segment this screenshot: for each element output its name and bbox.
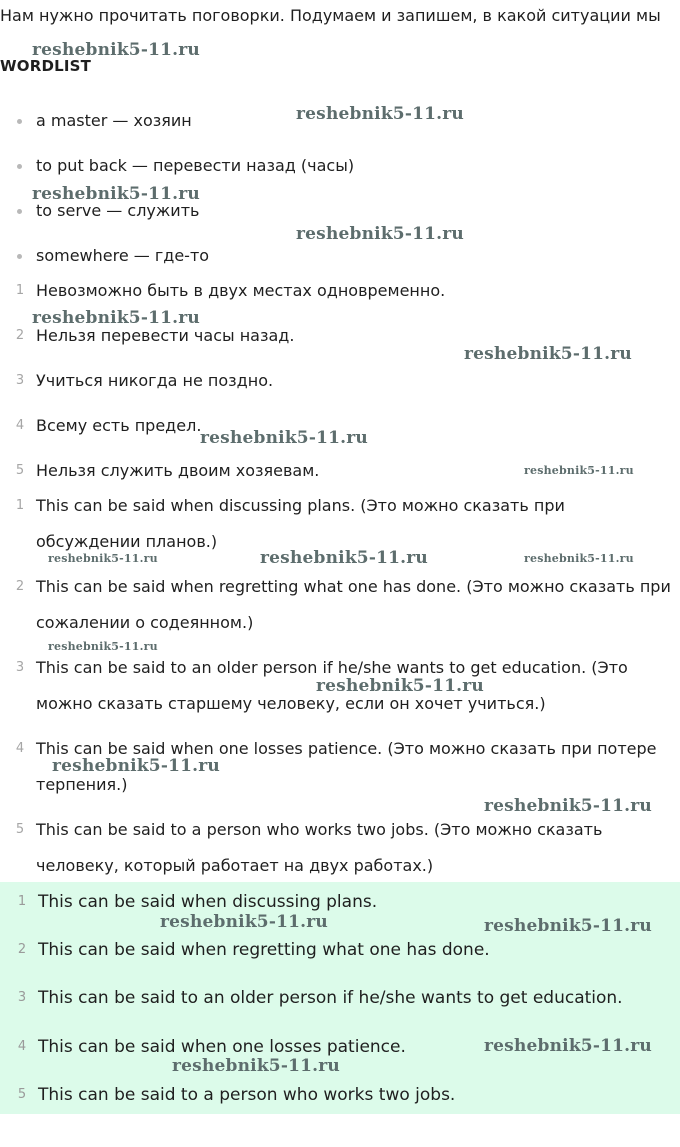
explanation-line: This can be said to a person who works two jobs. (Это можно сказать — [36, 820, 603, 839]
watermark: reshebnik5-11.ru — [524, 464, 634, 477]
explanation-line: можно сказать старшему человеку, если он хочет учиться.) — [36, 694, 546, 713]
watermark: reshebnik5-11.ru — [160, 912, 328, 932]
item-number: 4 — [17, 1039, 27, 1054]
item-number: 4 — [15, 418, 25, 433]
translation-text: Нельзя перевести часы назад. — [36, 326, 295, 345]
bullet-icon — [17, 254, 22, 259]
item-number: 1 — [15, 283, 25, 298]
item-number: 3 — [17, 990, 27, 1005]
wordlist-item-text: to put back — перевести назад (часы) — [36, 156, 355, 175]
item-number: 3 — [15, 660, 25, 675]
explanation-line: This can be said to an older person if he/she wants to get education. (Это — [36, 658, 628, 677]
watermark: reshebnik5-11.ru — [32, 184, 200, 204]
translation-text: Всему есть предел. — [36, 416, 202, 435]
explanation-line: обсуждении планов.) — [36, 532, 218, 551]
answer-text: This can be said when discussing plans. — [38, 892, 378, 912]
bullet-icon — [17, 209, 22, 214]
intro-text: Нам нужно прочитать поговорки. Подумаем и запишем, в какой ситуации мы — [0, 6, 661, 25]
item-number: 5 — [15, 463, 25, 478]
explanation-line: терпения.) — [36, 775, 128, 794]
answer-text: This can be said when regretting what one has done. — [38, 940, 490, 960]
watermark: reshebnik5-11.ru — [48, 640, 158, 653]
watermark: reshebnik5-11.ru — [32, 40, 200, 60]
item-number: 1 — [17, 894, 27, 909]
explanation-line: This can be said when regretting what one has done. (Это можно сказать при — [36, 577, 671, 596]
bullet-icon — [17, 164, 22, 169]
wordlist-item-text: a master — хозяин — [36, 111, 192, 130]
item-number: 5 — [15, 822, 25, 837]
answer-text: This can be said to an older person if he/she wants to get education. — [38, 988, 623, 1008]
item-number: 4 — [15, 741, 25, 756]
watermark: reshebnik5-11.ru — [52, 756, 220, 776]
watermark: reshebnik5-11.ru — [484, 1036, 652, 1056]
watermark: reshebnik5-11.ru — [172, 1056, 340, 1076]
watermark: reshebnik5-11.ru — [484, 796, 652, 816]
explanation-line: сожалении о содеянном.) — [36, 613, 254, 632]
watermark: reshebnik5-11.ru — [316, 676, 484, 696]
watermark: reshebnik5-11.ru — [200, 428, 368, 448]
wordlist-item-text: somewhere — где-то — [36, 246, 210, 265]
bullet-icon — [17, 119, 22, 124]
explanation-line: This can be said when discussing plans. (Это можно сказать при — [36, 496, 565, 515]
watermark: reshebnik5-11.ru — [464, 344, 632, 364]
translation-text: Невозможно быть в двух местах одновременно. — [36, 281, 446, 300]
wordlist-heading: WORDLIST — [0, 57, 92, 75]
item-number: 2 — [17, 942, 27, 957]
item-number: 1 — [15, 498, 25, 513]
item-number: 2 — [15, 579, 25, 594]
translation-text: Учиться никогда не поздно. — [36, 371, 274, 390]
item-number: 3 — [15, 373, 25, 388]
watermark: reshebnik5-11.ru — [484, 916, 652, 936]
watermark: reshebnik5-11.ru — [296, 224, 464, 244]
explanation-line: This can be said when one losses patience. (Это можно сказать при потере — [36, 739, 657, 758]
watermark: reshebnik5-11.ru — [32, 308, 200, 328]
answers-block — [0, 882, 680, 1114]
wordlist-item-text: to serve — служить — [36, 201, 200, 220]
item-number: 5 — [17, 1087, 27, 1102]
watermark: reshebnik5-11.ru — [48, 552, 158, 565]
item-number: 2 — [15, 328, 25, 343]
watermark: reshebnik5-11.ru — [296, 104, 464, 124]
watermark: reshebnik5-11.ru — [524, 552, 634, 565]
answer-text: This can be said when one losses patience. — [38, 1037, 406, 1057]
explanation-line: человеку, который работает на двух работах.) — [36, 856, 434, 875]
answer-text: This can be said to a person who works two jobs. — [38, 1085, 456, 1105]
translation-text: Нельзя служить двоим хозяевам. — [36, 461, 320, 480]
watermark: reshebnik5-11.ru — [260, 548, 428, 568]
